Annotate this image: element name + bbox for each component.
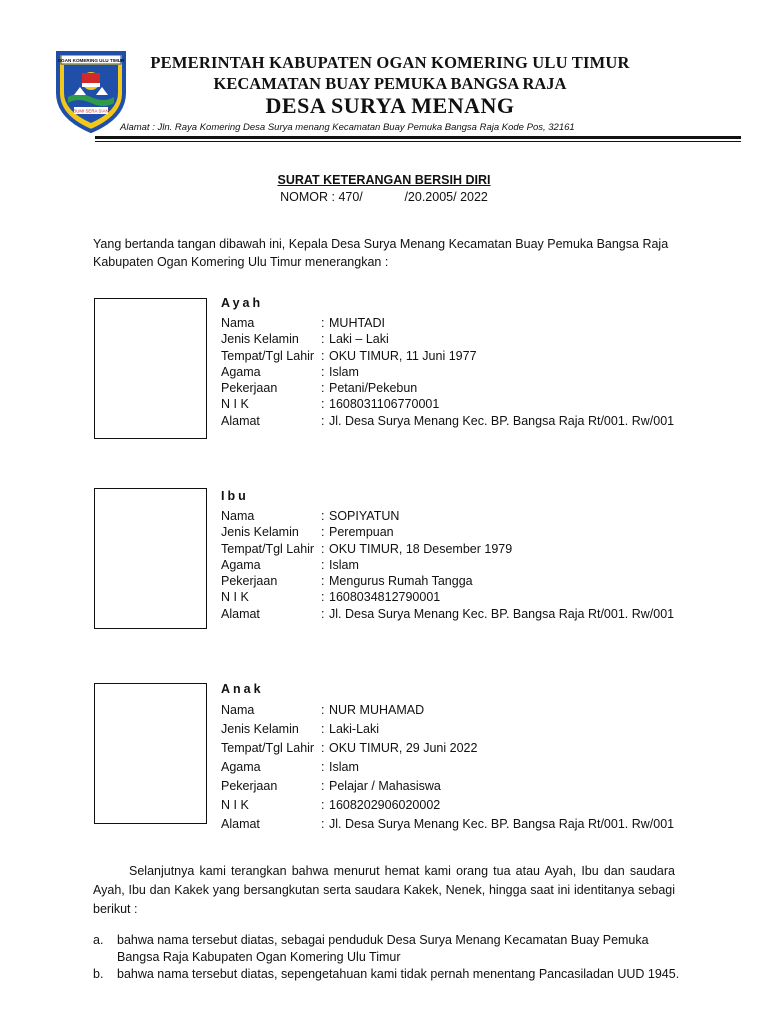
- field-label: Pekerjaan: [221, 779, 278, 793]
- field-label: Nama: [221, 509, 255, 523]
- mother-occupation: Mengurus Rumah Tangga: [329, 574, 473, 589]
- field-label: Pekerjaan: [221, 574, 278, 589]
- mother-gender: Perempuan: [329, 525, 394, 540]
- field-row: [221, 701, 674, 720]
- field-label: Jenis Kelamin: [221, 722, 299, 736]
- field-row: [221, 739, 674, 758]
- mother-religion: Islam: [329, 557, 359, 572]
- photo-box-child: [94, 683, 207, 824]
- field-separator: :: [321, 703, 325, 717]
- field-separator: :: [321, 574, 325, 589]
- field-separator: :: [321, 413, 325, 428]
- letterhead-village: DESA SURYA MENANG: [265, 93, 515, 118]
- letterhead-rule-thin: [95, 141, 741, 142]
- list-text: bahwa nama tersebut diatas, sepengetahuan kami tidak pernah menentang Pancasiladan UUD 1945.: [117, 967, 680, 981]
- field-separator: :: [321, 541, 325, 556]
- field-row: [221, 380, 674, 396]
- list-text: bahwa nama tersebut diatas, sebagai penduduk Desa Surya Menang Kecamatan Buay Pemuka Bangsa Raja Kabupaten Ogan Komering Ulu Timur: [117, 933, 649, 964]
- field-row: [221, 606, 674, 622]
- field-label: N I K: [221, 590, 249, 605]
- child-address: Jl. Desa Surya Menang Kec. BP. Bangsa Raja Rt/001. Rw/001: [329, 817, 675, 831]
- child-birth: OKU TIMUR, 29 Juni 2022: [329, 741, 478, 755]
- photo-box-mother: [94, 488, 207, 629]
- father-birth: OKU TIMUR, 11 Juni 1977: [329, 348, 477, 363]
- field-label: Alamat: [221, 817, 260, 831]
- field-separator: :: [321, 525, 325, 540]
- field-row: [221, 573, 674, 589]
- field-separator: :: [321, 509, 325, 523]
- photo-box-father: [94, 298, 207, 439]
- field-row: [221, 815, 674, 834]
- field-separator: :: [321, 779, 325, 793]
- field-separator: :: [321, 332, 325, 347]
- mother-address: Jl. Desa Surya Menang Kec. BP. Bangsa Raja Rt/001. Rw/001: [329, 606, 675, 621]
- letterhead-address: Alamat : Jln. Raya Komering Desa Surya menang Kecamatan Buay Pemuka Bangsa Raja Kode Pos, 32161: [120, 122, 575, 133]
- letterhead-rule-thick: [95, 136, 741, 139]
- child-occupation: Pelajar / Mahasiswa: [329, 779, 441, 793]
- mother-birth: OKU TIMUR, 18 Desember 1979: [329, 541, 513, 556]
- field-separator: :: [321, 760, 325, 774]
- field-label: Tempat/Tgl Lahir: [221, 541, 315, 556]
- list-marker: a.: [93, 933, 104, 947]
- field-row: [221, 796, 674, 815]
- field-row: [221, 557, 674, 573]
- document-title: SURAT KETERANGAN BERSIH DIRI: [277, 173, 491, 187]
- father-nik: 1608031106770001: [329, 397, 440, 412]
- father-block: [221, 296, 674, 429]
- field-label: Alamat: [221, 606, 260, 621]
- father-religion: Islam: [329, 364, 359, 379]
- field-separator: :: [321, 590, 325, 605]
- field-separator: :: [321, 316, 325, 330]
- closing-paragraph: Selanjutnya kami terangkan bahwa menurut hemat kami orang tua atau Ayah, Ibu dan saudara Ayah, Ibu dan Kakek yang bersangkutan serta saudara Kakek, Nenek, hingga saat ini identitanya sebagi berikut :: [93, 864, 675, 916]
- logo-top-text: OGAN KOMERING ULU TIMUR: [57, 58, 125, 63]
- mother-name: SOPIYATUN: [329, 509, 400, 523]
- child-block: [221, 682, 674, 834]
- field-label: Agama: [221, 364, 261, 379]
- field-row: [221, 413, 674, 429]
- child-gender: Laki-Laki: [329, 722, 380, 736]
- field-label: Alamat: [221, 413, 260, 428]
- father-gender: Laki – Laki: [329, 332, 389, 347]
- field-separator: :: [321, 817, 325, 831]
- list-item: [93, 966, 683, 983]
- field-label: Tempat/Tgl Lahir: [221, 741, 315, 755]
- mother-nik: 1608034812790001: [329, 590, 441, 605]
- field-label: Jenis Kelamin: [221, 525, 299, 540]
- list-item: [93, 932, 683, 966]
- mother-heading: Ibu: [221, 489, 249, 503]
- field-label: Nama: [221, 316, 255, 330]
- letterhead-government: PEMERINTAH KABUPATEN OGAN KOMERING ULU TIMUR: [150, 53, 630, 72]
- field-row: [221, 524, 674, 540]
- field-separator: :: [321, 606, 325, 621]
- field-row: [221, 720, 674, 739]
- child-heading: Anak: [221, 682, 264, 696]
- statement-list: [93, 932, 683, 983]
- field-row: [221, 315, 674, 331]
- field-label: Agama: [221, 557, 261, 572]
- field-separator: :: [321, 557, 325, 572]
- field-separator: :: [321, 741, 325, 755]
- field-separator: :: [321, 397, 325, 412]
- field-label: N I K: [221, 798, 249, 812]
- father-occupation: Petani/Pekebun: [329, 381, 418, 396]
- field-row: [221, 541, 674, 557]
- father-address: Jl. Desa Surya Menang Kec. BP. Bangsa Raja Rt/001. Rw/001: [329, 413, 675, 428]
- field-separator: :: [321, 722, 325, 736]
- field-separator: :: [321, 364, 325, 379]
- logo-bottom-text: BUMI SERA SIAN: [73, 108, 109, 114]
- field-separator: :: [321, 348, 325, 363]
- child-name: NUR MUHAMAD: [329, 703, 425, 717]
- field-separator: :: [321, 381, 325, 396]
- mother-block: [221, 489, 674, 622]
- field-row: [221, 348, 674, 364]
- document-number: NOMOR : 470/ /20.2005/ 2022: [280, 190, 488, 204]
- list-marker: b.: [93, 967, 104, 981]
- child-religion: Islam: [329, 760, 359, 774]
- field-label: N I K: [221, 397, 249, 412]
- father-heading: Ayah: [221, 296, 264, 310]
- field-separator: :: [321, 798, 325, 812]
- field-row: [221, 777, 674, 796]
- field-label: Nama: [221, 703, 255, 717]
- field-label: Agama: [221, 760, 261, 774]
- child-nik: 1608202906020002: [329, 798, 441, 812]
- opening-paragraph: Yang bertanda tangan dibawah ini, Kepala Desa Surya Menang Kecamatan Buay Pemuka Bangsa Raja Kabupaten Ogan Komering Ulu Timur menerangkan :: [93, 237, 669, 269]
- field-label: Pekerjaan: [221, 381, 278, 396]
- field-row: [221, 508, 674, 524]
- field-label: Tempat/Tgl Lahir: [221, 348, 315, 363]
- field-row: [221, 331, 674, 347]
- field-row: [221, 396, 674, 412]
- field-label: Jenis Kelamin: [221, 332, 299, 347]
- field-row: [221, 364, 674, 380]
- father-name: MUHTADI: [329, 316, 386, 330]
- field-row: [221, 589, 674, 605]
- field-row: [221, 758, 674, 777]
- letterhead-district: KECAMATAN BUAY PEMUKA BANGSA RAJA: [213, 74, 567, 93]
